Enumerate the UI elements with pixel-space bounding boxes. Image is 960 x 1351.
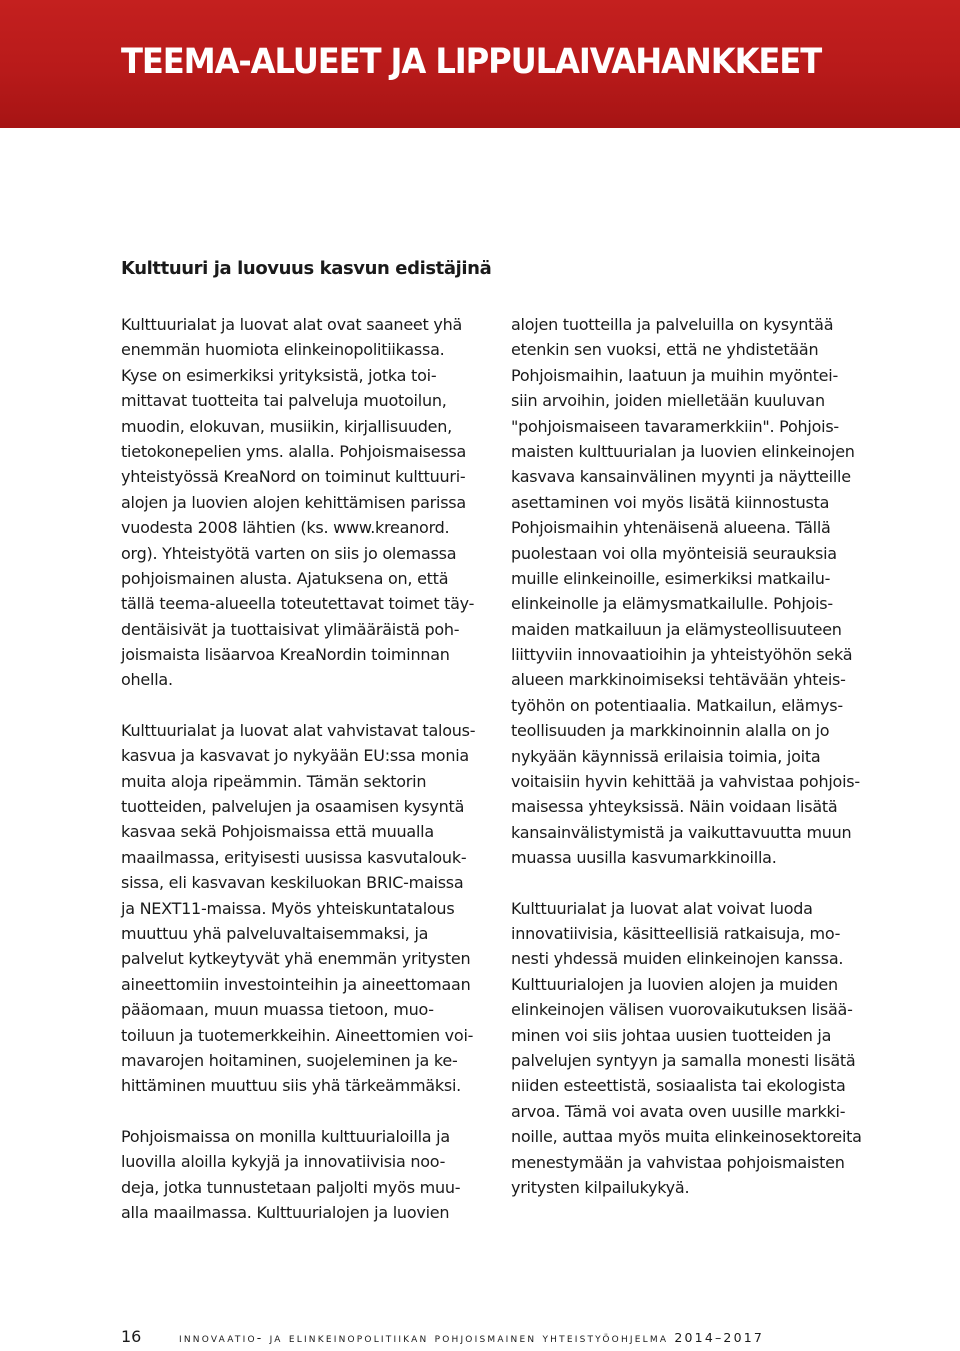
text-line: etenkin sen vuoksi, että ne yhdistetään [511, 340, 819, 360]
text-line: aineettomiin investointeihin ja aineettomaan [121, 974, 471, 994]
text-line: Pohjoismaihin yhtenäisenä alueena. Tällä [511, 518, 831, 538]
text-line: Pohjoismaissa on monilla kulttuurialoilla ja [121, 1126, 450, 1146]
text-line: liittyviin innovaatioihin ja yhteistyöhön sekä [511, 645, 853, 665]
text-line: ja NEXT11-maissa. Myös yhteiskuntatalous [121, 898, 455, 918]
body-paragraph [511, 312, 883, 871]
text-line: vuodesta 2008 lähtien (ks. www.kreanord. [121, 518, 450, 538]
page-number: 16 [121, 1327, 142, 1346]
text-line: "pohjoismaiseen tavaramerkkiin". Pohjois- [511, 416, 839, 436]
body-paragraph [121, 718, 493, 1099]
text-line: mittavat tuotteita tai palveluja muotoilun, [121, 391, 447, 411]
text-line: maisessa yhteyksissä. Näin voidaan lisätä [511, 797, 838, 817]
body-paragraph [121, 1124, 493, 1226]
text-line: voitaisiin hyvin kehittää ja vahvistaa pohjois- [511, 772, 860, 792]
page-title: TEEMA-ALUEET JA LIPPULAIVAHANKKEET [121, 42, 822, 82]
text-line: yhteistyössä KreaNord on toiminut kulttuuri- [121, 467, 466, 487]
text-line: työhön on potentiaalia. Matkailun, elämys- [511, 695, 843, 715]
text-line: teollisuuden ja markkinoinnin alalla on jo [511, 721, 830, 741]
text-line: alojen ja luovien alojen kehittämisen parissa [121, 492, 466, 512]
text-line: muille elinkeinoille, esimerkiksi matkailu- [511, 568, 831, 588]
text-line: alla maailmassa. Kulttuurialojen ja luovien [121, 1202, 450, 1222]
body-paragraph [121, 312, 493, 693]
text-line: Kulttuurialat ja luovat alat ovat saaneet yhä [121, 315, 463, 334]
text-line: toiluun ja tuotemerkkeihin. Aineettomien voi- [121, 1025, 474, 1045]
text-line: sissa, eli kasvavan keskiluokan BRIC-maissa [121, 873, 464, 893]
text-line: kansainvälistymistä ja vaikuttavuutta muun [511, 822, 852, 842]
text-line: muuttuu yhä palveluvaltaisemmaksi, ja [121, 923, 429, 943]
text-line: dentäisivät ja tuottaisivat ylimääräistä poh- [121, 619, 460, 639]
text-line: minen voi siis johtaa uusien tuotteiden ja [511, 1025, 832, 1045]
text-line: niiden esteettistä, sosiaalista tai ekologista [511, 1076, 846, 1096]
body-paragraph [511, 896, 883, 1201]
text-line: innovatiivisia, käsitteellisiä ratkaisuja, mo- [511, 923, 841, 943]
text-line: kasvava kansainvälinen myynti ja näytteille [511, 467, 851, 487]
text-line: luovilla aloilla kykyjä ja innovatiivisia noo- [121, 1152, 446, 1172]
text-line: nykyään käynnissä erilaisia toimia, joita [511, 746, 821, 766]
text-line: noille, auttaa myös muita elinkeinosektoreita [511, 1127, 862, 1147]
text-line: palvelujen syntyyn ja samalla monesti lisätä [511, 1050, 856, 1070]
text-line: menestymään ja vahvistaa pohjoismaisten [511, 1152, 845, 1172]
text-line: alueen markkinoimiseksi tehtävään yhteis- [511, 670, 846, 690]
text-line: siin arvoihin, joiden mielletään kuuluvan [511, 391, 825, 411]
text-line: tällä teema-alueella toteutettavat toimet täy- [121, 594, 475, 614]
text-line: org). Yhteistyötä varten on siis jo olemassa [121, 543, 457, 563]
text-line: elinkeinojen välisen vuorovaikutuksen lisää- [511, 1000, 853, 1020]
text-line: palvelut kytkeytyvät yhä enemmän yritysten [121, 949, 471, 969]
text-line: Kyse on esimerkiksi yrityksistä, jotka toi- [121, 365, 437, 385]
text-line: joismaista lisäarvoa KreaNordin toiminnan [121, 645, 450, 665]
text-line: muita aloja ripeämmin. Tämän sektorin [121, 771, 427, 791]
text-line: Kulttuurialojen ja luovien alojen ja muiden [511, 974, 838, 994]
text-line: puolestaan voi olla myönteisiä seurauksia [511, 543, 837, 563]
text-line: kasvaa sekä Pohjoismaissa että muualla [121, 822, 434, 842]
right-column [511, 312, 883, 1225]
text-line: kasvua ja kasvavat jo nykyään EU:ssa monia [121, 746, 469, 766]
text-line: deja, jotka tunnustetaan paljolti myös muu- [121, 1177, 461, 1197]
text-line: maisten kulttuurialan ja luovien elinkeinojen [511, 441, 855, 461]
text-line: ohella. [121, 670, 173, 690]
text-line: elinkeinolle ja elämysmatkailulle. Pohjois- [511, 594, 833, 614]
footer-running-title: innovaatio- ja elinkeinopolitiikan pohjoismainen yhteistyöohjelma 2014–2017 [179, 1330, 765, 1345]
text-line: Kulttuurialat ja luovat alat voivat luoda [511, 898, 813, 918]
section-title: Kulttuuri ja luovuus kasvun edistäjinä [121, 258, 492, 279]
text-line: pohjoismainen alusta. Ajatuksena on, että [121, 568, 449, 588]
text-line: muodin, elokuvan, musiikin, kirjallisuuden, [121, 416, 452, 436]
text-line: Pohjoismaihin, laatuun ja muihin myöntei- [511, 365, 838, 385]
text-line: enemmän huomiota elinkeinopolitiikassa. [121, 340, 445, 360]
text-line: muassa uusilla kasvumarkkinoilla. [511, 848, 777, 868]
left-column [121, 312, 493, 1250]
text-line: yritysten kilpailukykyä. [511, 1177, 690, 1197]
text-line: maiden matkailuun ja elämysteollisuuteen [511, 619, 842, 639]
header-banner [0, 0, 960, 128]
text-line: hittäminen muuttuu siis yhä tärkeämmäksi. [121, 1076, 461, 1096]
text-line: tietokonepelien yms. alalla. Pohjoismaisessa [121, 441, 467, 461]
text-line: asettaminen voi myös lisätä kiinnostusta [511, 492, 830, 512]
text-line: alojen tuotteilla ja palveluilla on kysyntää [511, 315, 834, 334]
page-footer [121, 1327, 764, 1351]
text-line: tuotteiden, palvelujen ja osaamisen kysyntä [121, 797, 465, 817]
text-line: Kulttuurialat ja luovat alat vahvistavat talous- [121, 720, 476, 740]
text-line: nesti yhdessä muiden elinkeinojen kanssa. [511, 949, 844, 969]
text-line: pääomaan, muun muassa tietoon, muo- [121, 1000, 434, 1020]
text-line: arvoa. Tämä voi avata oven uusille markki- [511, 1101, 846, 1121]
text-line: maailmassa, erityisesti uusissa kasvutalouk- [121, 847, 467, 867]
text-line: mavarojen hoitaminen, suojeleminen ja ke- [121, 1050, 458, 1070]
